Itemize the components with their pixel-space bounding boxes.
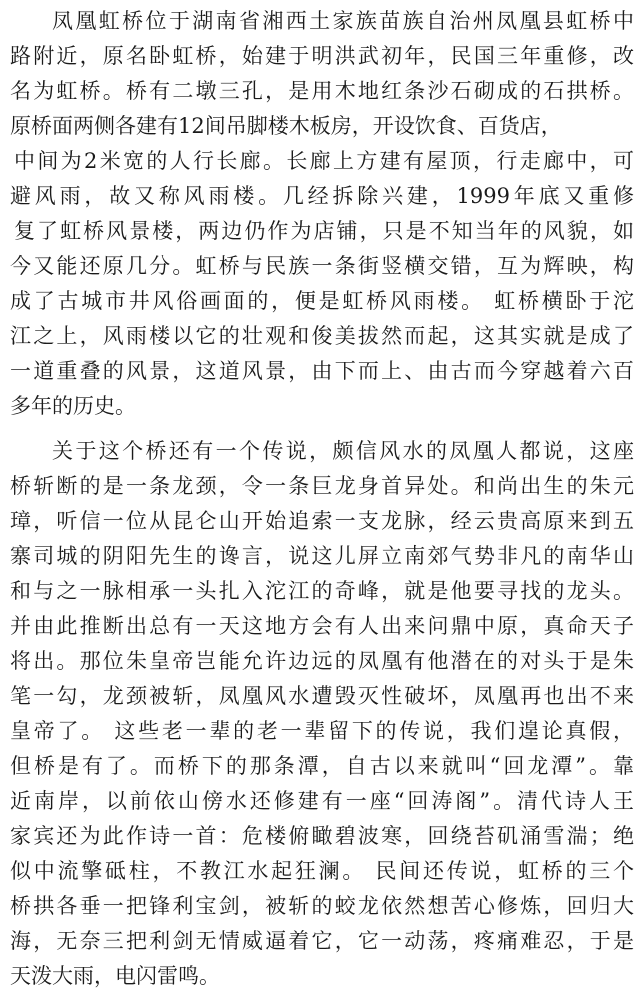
text-line: 路附近，原名卧虹桥，始建于明洪武初年，民国三年重修，改 (10, 44, 634, 68)
text-line: 关于这个桥还有一个传说，颇信风水的凤凰人都说，这座 (52, 439, 634, 463)
text-line: 桥斩断的是一条龙颈，令一条巨龙身首异处。和尚出生的朱元 (10, 474, 634, 498)
text-line: 笔一勾，龙颈被斩，凤凰风水遭毁灭性破坏，凤凰再也出不来 (10, 684, 634, 708)
text-line: 江之上，风雨楼以它的壮观和俊美拔然而起，这其实就是成了 (10, 324, 634, 348)
text-line: 一道重叠的风景，这道风景，由下而上、由古而今穿越着六百 (10, 359, 634, 383)
text-line: 原桥面两侧各建有12间吊脚楼木板房，开设饮食、百货店， (10, 114, 562, 138)
text-line: 寨司城的阴阳先生的谗言，说这儿屏立南郊气势非凡的南华山 (10, 544, 634, 568)
text-line: 和与之一脉相承一头扎入沱江的奇峰，就是他要寻找的龙头。 (10, 579, 634, 603)
text-line: 今又能还原几分。虹桥与民族一条街竖横交错，互为辉映，构 (10, 254, 634, 278)
text-line: 海，无奈三把利剑无情威逼着它，它一动荡，疼痛难忍，于是 (10, 929, 634, 953)
text-line: 中间为2米宽的人行长廊。长廊上方建有屋顶，行走廊中，可 (14, 149, 634, 173)
text-line: 天泼大雨，电闪雷鸣。 (10, 964, 220, 988)
text-line: 凤凰虹桥位于湖南省湘西土家族苗族自治州凤凰县虹桥中 (52, 9, 634, 33)
text-line: 将出。那位朱皇帝岂能允许边远的凤凰有他潜在的对头于是朱 (10, 649, 634, 673)
text-line: 璋，听信一位从昆仑山开始追索一支龙脉，经云贵高原来到五 (10, 509, 634, 533)
text-line: 名为虹桥。桥有二墩三孔，是用木地红条沙石砌成的石拱桥。 (10, 79, 634, 103)
text-line: 避风雨，故又称风雨楼。几经拆除兴建，1999年底又重修 (10, 184, 634, 208)
text-line: 近南岸，以前依山傍水还修建有一座“回涛阁”。清代诗人王 (10, 789, 634, 813)
text-line: 皇帝了。 这些老一辈的老一辈留下的传说，我们遑论真假， (10, 719, 634, 743)
text-line: 桥拱各垂一把锋利宝剑，被斩的蛟龙依然想苦心修炼，回归大 (10, 894, 634, 918)
text-line: 多年的历史。 (10, 394, 136, 418)
text-line: 但桥是有了。而桥下的那条潭，自古以来就叫“回龙潭”。靠 (10, 754, 634, 778)
text-line: 成了古城市井风俗画面的，便是虹桥风雨楼。 虹桥横卧于沱 (10, 289, 634, 313)
text-line: 复了虹桥风景楼，两边仍作为店铺，只是不知当年的风貌，如 (14, 219, 634, 243)
text-line: 家宾还为此作诗一首：危楼俯瞰碧波寒，回绕苔矶涌雪湍；绝 (10, 824, 634, 848)
text-line: 似中流擎砥柱，不教江水起狂澜。 民间还传说，虹桥的三个 (10, 859, 634, 883)
text-line: 并由此推断出总有一天这地方会有人出来问鼎中原，真命天子 (10, 614, 634, 638)
